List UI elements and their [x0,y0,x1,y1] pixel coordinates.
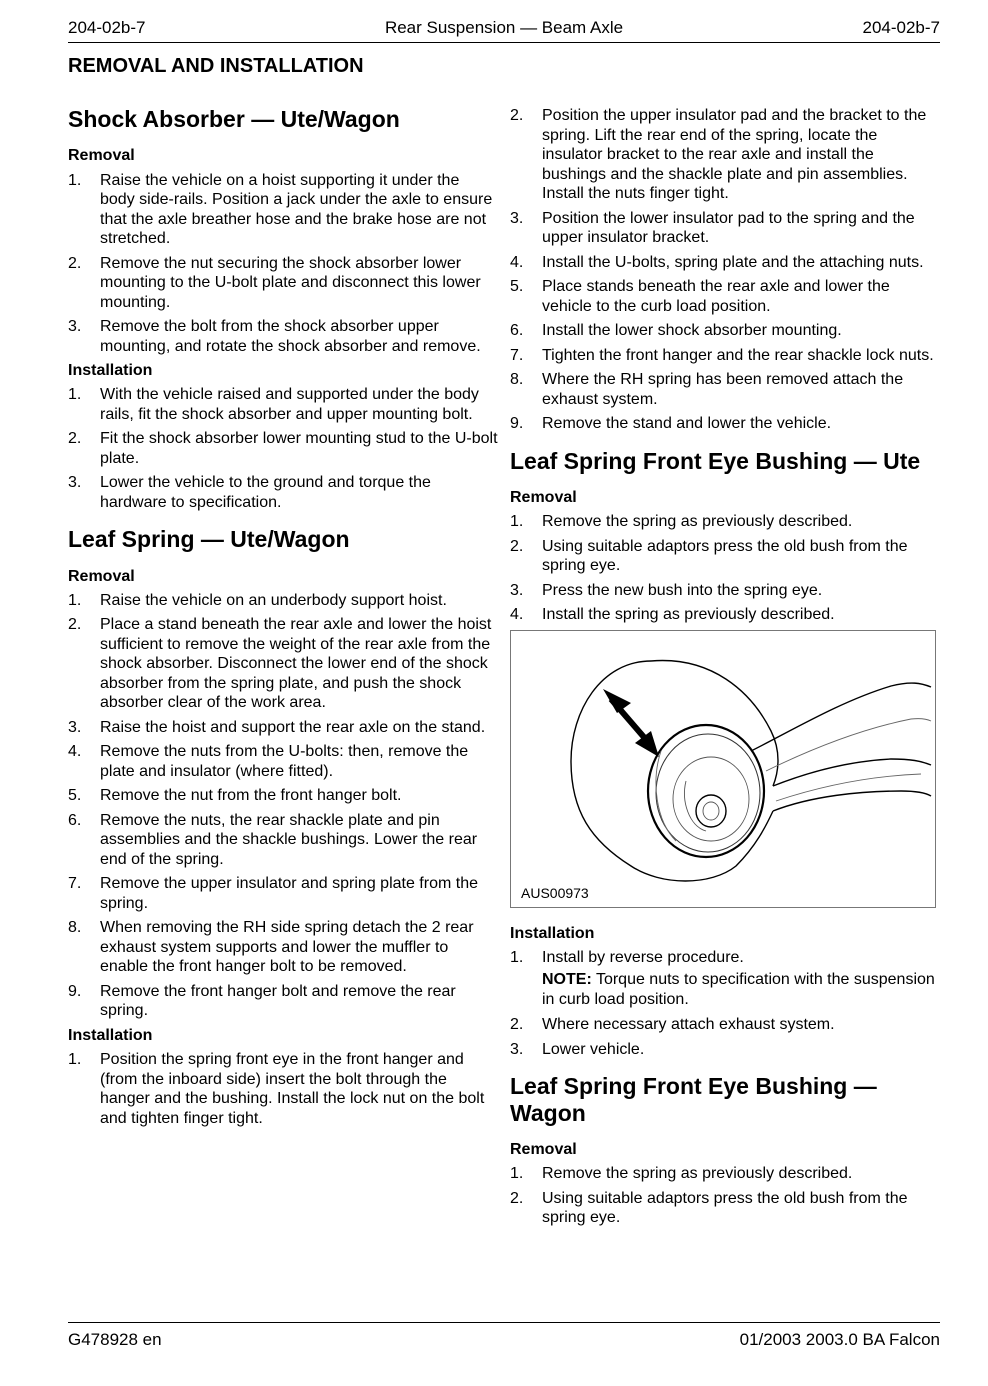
list-item: 6. Remove the nuts, the rear shackle plate and pin assemblies and the shackle bushings. Lower the rear end of the spring. [68,811,478,868]
note-text: Torque nuts to specification with the suspension in curb load position. [542,971,935,1008]
list-item: 4. Install the U-bolts, spring plate and the attaching nuts. [510,253,924,271]
left-column [68,106,498,1133]
list-item: 2. Place a stand beneath the rear axle and lower the hoist sufficient to remove the weight of the rear axle from the shock absorber. Disconnect the lower end of the shock absorber from the spring plate, and push the shock absorber clear of the work area. [68,616,492,712]
header-title: Rear Suspension — Beam Axle [384,18,624,37]
leaf-installation-steps-part2 [510,106,940,434]
list-item: 2. Using suitable adaptors press the old bush from the spring eye. [510,1189,908,1227]
list-item: 1. Remove the spring as previously described. [510,513,853,531]
list-item: 3. Remove the bolt from the shock absorber upper mounting, and rotate the shock absorber and remove. [68,318,481,355]
shock-installation-steps [68,385,498,512]
section-title-leaf-spring: Leaf Spring — Ute/Wagon [68,526,350,553]
subheading-removal: Removal [68,567,135,585]
list-item: 3. Position the lower insulator pad to the spring and the upper insulator bracket. [510,209,915,246]
list-item: 9. Remove the stand and lower the vehicle. [510,415,832,432]
subheading-installation: Installation [68,1026,153,1044]
list-item: 5. Remove the nut from the front hanger bolt. [68,787,402,805]
note [542,970,940,1009]
leaf-installation-steps-part1 [68,1050,498,1128]
list-item: 1. With the vehicle raised and supported under the body rails, fit the shock absorber and upper mounting bolt. [68,386,479,423]
section-title-shock-absorber: Shock Absorber — Ute/Wagon [68,106,400,132]
subheading-removal: Removal [510,1141,577,1159]
subheading-installation: Installation [510,924,595,942]
spring-eye-illustration [511,631,935,907]
list-item: 6. Install the lower shock absorber mounting. [510,322,842,339]
list-item: 1. Position the spring front eye in the front hanger and (from the inboard side) insert the bolt through the hanger and the bushing. Install the lock nut on the bolt and tighten finger tight. [68,1051,485,1127]
subheading-installation: Installation [68,362,153,380]
list-item: 3. Lower the vehicle to the ground and torque the hardware to specification. [68,474,431,511]
bushing-ute-removal-steps [510,512,940,625]
list-item: 1. Raise the vehicle on a hoist supporting it under the body side-rails. Position a jack under the axle to ensure that the axle breather hose and the brake hose are not stretched. [68,171,493,248]
section-title-bushing-ute: Leaf Spring Front Eye Bushing — Ute [510,447,921,474]
right-column [510,106,940,1233]
list-item: 2. Fit the shock absorber lower mounting stud to the U-bolt plate. [68,430,498,467]
pointer-arrow-icon [603,689,659,757]
list-item: 4. Remove the nuts from the U-bolts: then, remove the plate and insulator (where fitted). [68,743,469,780]
list-item: 1. Install by reverse procedure. NOTE: Torque nuts to specification with the suspension in curb load position. [510,948,940,1010]
shock-removal-steps [68,171,498,357]
list-item: 8. Where the RH spring has been removed attach the exhaust system. [510,371,904,408]
page-header [68,16,940,43]
list-item: 2. Where necessary attach exhaust system. [510,1016,835,1034]
list-item: 2. Remove the nut securing the shock absorber lower mounting to the U-bolt plate and disconnect this lower mounting. [68,254,481,311]
list-item: 3. Lower vehicle. [510,1040,645,1058]
list-item: 9. Remove the front hanger bolt and remove the rear spring. [68,982,456,1020]
section-title-bushing-wagon: Leaf Spring Front Eye Bushing — Wagon [510,1073,877,1126]
header-section-code-left: 204-02b-7 [68,18,146,37]
note-label: NOTE: [542,971,592,989]
subheading-removal: Removal [68,147,135,165]
list-item: 8. When removing the RH side spring detach the 2 rear exhaust system supports and lower the muffler to enable the front hanger bolt to be removed. [68,919,474,976]
bushing-wagon-removal-steps [510,1164,940,1228]
list-item: 1. Remove the spring as previously described. [510,1165,853,1183]
bushing-ute-installation-steps [510,948,940,1060]
list-item: 7. Tighten the front hanger and the rear shackle lock nuts. [510,346,934,364]
list-item: 2. Position the upper insulator pad and the bracket to the spring. Lift the rear end of the spring, locate the insulator bracket to the rear axle and install the bushings and the shackle plate and pin assemblies. Install the nuts finger tight. [510,107,927,202]
footer-edition: 01/2003 2003.0 BA Falcon [739,1330,940,1349]
list-item: 7. Remove the upper insulator and spring plate from the spring. [68,875,478,912]
list-item: 4. Install the spring as previously described. [510,606,835,624]
list-item: 3. Press the new bush into the spring eye. [510,581,823,599]
list-item: 3. Raise the hoist and support the rear axle on the stand. [68,718,486,736]
subheading-removal: Removal [510,488,577,506]
list-item: 2. Using suitable adaptors press the old bush from the spring eye. [510,537,908,575]
leaf-removal-steps [68,591,498,1021]
list-item: 1. Raise the vehicle on an underbody support hoist. [68,591,447,609]
list-item: 5. Place stands beneath the rear axle and lower the vehicle to the curb load position. [510,278,890,315]
page-title: REMOVAL AND INSTALLATION [68,55,364,77]
footer-document-id: G478928 en [68,1330,162,1349]
figure-label: AUS00973 [521,884,589,901]
header-section-code-right: 204-02b-7 [862,18,940,37]
spring-eye-bushing-figure [510,630,936,908]
page-footer [68,1322,940,1353]
